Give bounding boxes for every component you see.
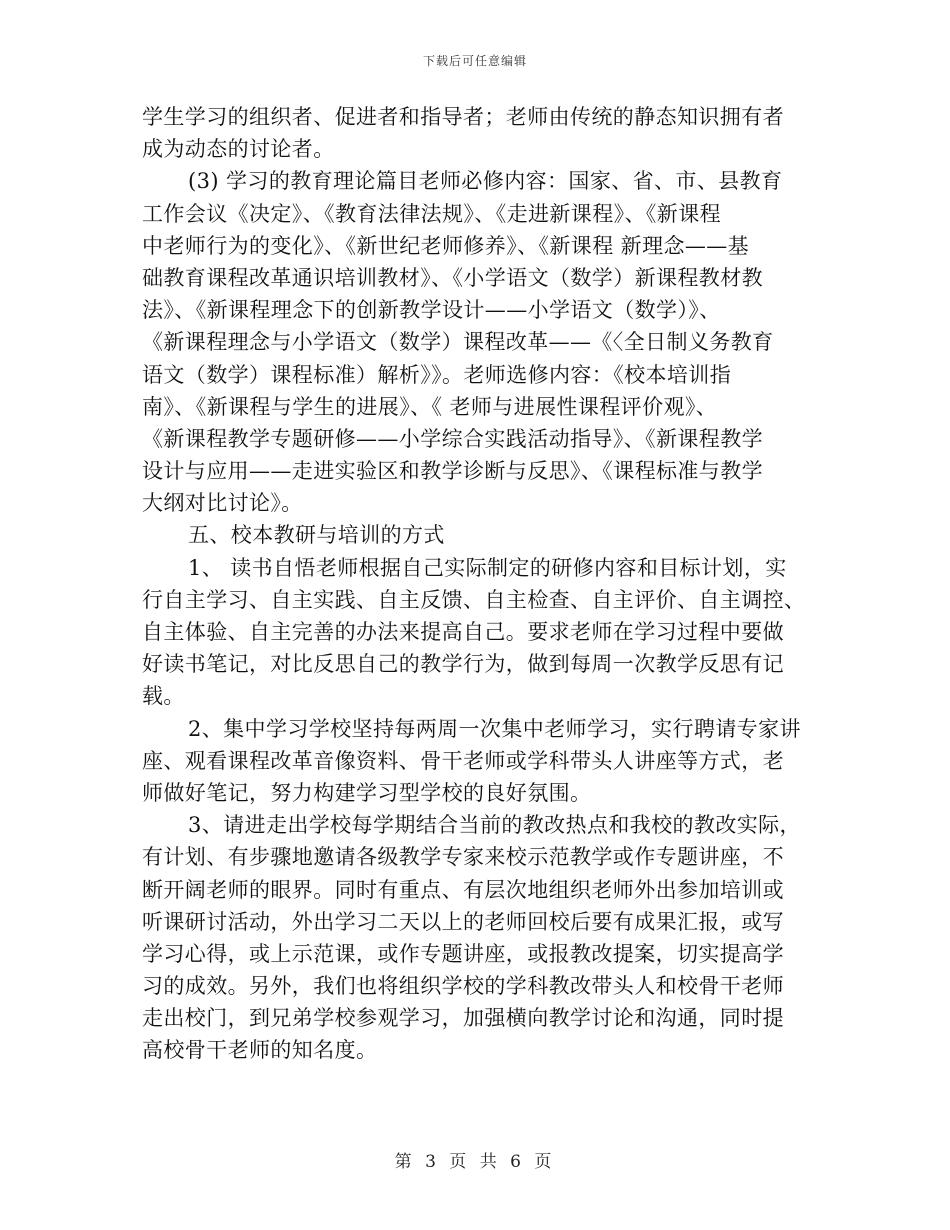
page-number: 第 3 页 共 6 页 <box>394 1152 556 1172</box>
text-line: 中老师行为的变化》、《新世纪老师修养》、《新课程 新理念——基 <box>142 233 750 258</box>
text-line: 习的成效。另外，我们也将组织学校的学科教改带头人和校骨干老师 <box>142 974 784 999</box>
text-line: 听课研讨活动，外出学习二天以上的老师回校后要有成果汇报，或写 <box>142 909 784 934</box>
text-line: 础教育课程改革通识培训教材》、《小学语文（数学）新课程教材教 <box>142 265 763 290</box>
text-line: 走出校门，到兄弟学校参观学习，加强横向教学讨论和沟通，同时提 <box>142 1006 784 1031</box>
section-heading: 五、校本教研与培训的方式 <box>188 523 445 548</box>
page-header: 下载后可任意编辑 <box>422 54 527 68</box>
text-line: 南》、《新课程与学生的进展》、《 老师与进展性课程评价观》、 <box>142 394 718 419</box>
text-line: 大纲对比讨论》。 <box>142 491 303 516</box>
text-line: 师做好笔记，努力构建学习型学校的良好氛围。 <box>142 780 592 805</box>
text-line: 《新课程教学专题研修——小学综合实践活动指导》、《新课程教学 <box>142 426 763 451</box>
text-line: 《新课程理念与小学语文（数学）课程改革——《〈全日制义务教育 <box>142 330 774 355</box>
text-line: 有计划、有步骤地邀请各级教学专家来校示范教学或作专题讲座，不 <box>142 845 784 870</box>
text-line: 好读书笔记，对比反思自己的教学行为，做到每周一次教学反思有记 <box>142 652 784 677</box>
text-line: 成为动态的讨论者。 <box>142 137 335 162</box>
text-line: 学生学习的组织者、促进者和指导者；老师由传统的静态知识拥有者 <box>142 105 784 129</box>
text-line: 3、请进走出学校每学期结合当前的教改热点和我校的教改实际， <box>188 813 801 838</box>
text-line: (3) 学习的教育理论篇目老师必修内容：国家、省、市、县教育 <box>188 169 783 194</box>
text-line: 自主体验、自主完善的办法来提高自己。要求老师在学习过程中要做 <box>142 620 784 644</box>
text-line: 2、集中学习学校坚持每两周一次集中老师学习，实行聘请专家讲 <box>188 716 801 741</box>
text-line: 法》、《新课程理念下的创新教学设计——小学语文（数学）》、 <box>142 298 721 323</box>
text-line: 工作会议《决定》、《教育法律法规》、《走进新课程》、《新课程 <box>142 201 721 226</box>
text-line: 高校骨干老师的知名度。 <box>142 1038 378 1063</box>
text-line: 设计与应用——走进实验区和教学诊断与反思》、《课程标准与教学 <box>142 459 763 484</box>
text-line: 1、 读书自悟老师根据自己实际制定的研修内容和目标计划，实 <box>188 555 787 580</box>
text-line: 语文（数学）课程标准）解析》》。老师选修内容：《校本培训指 <box>142 362 732 387</box>
text-line: 学习心得，或上示范课，或作专题讲座，或报教改提案，切实提高学 <box>142 941 784 966</box>
text-line: 行自主学习、自主实践、自主反馈、自主检查、自主评价、自主调控、 <box>142 587 806 612</box>
text-line: 座、观看课程改革音像资料、骨干老师或学科带头人讲座等方式，老 <box>142 748 784 773</box>
text-line: 断开阔老师的眼界。同时有重点、有层次地组织老师外出参加培训或 <box>142 877 784 902</box>
text-line: 载。 <box>142 684 185 709</box>
document-body <box>142 101 812 1067</box>
